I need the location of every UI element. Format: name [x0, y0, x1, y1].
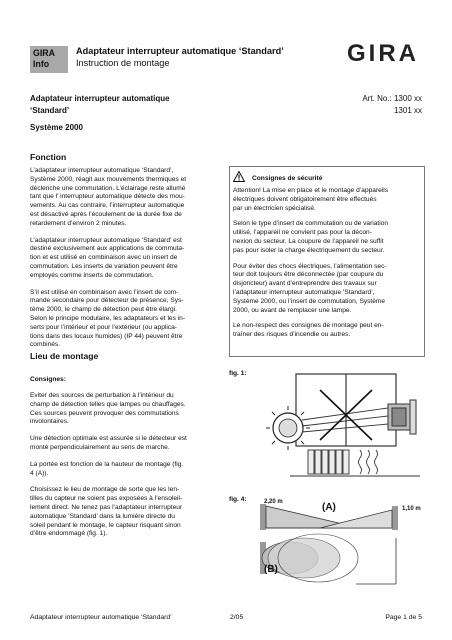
safety-paragraph-1: Attention! La mise en place et le montage d’appareils électriques doivent obligatoirement être effectués par un électricien spécialisé.	[233, 187, 389, 212]
document-header-subtitle: Instruction de montage	[76, 58, 170, 68]
fonction-paragraph-2: L’adaptateur interrupteur automatique ‘Standard’ est destiné exclusivement aux applications de commuta- tion et est utilisé en combinaison avec un insert de commutation. Les inserts de variation peuvent être employés comme inserts de commutation.	[30, 236, 185, 279]
logo-text: GIRA	[347, 40, 419, 64]
fonction-paragraph-3: S’il est utilisé en combinaison avec l’insert de com- mande secondaire pour détecteur de présence, Sys- tème 2000, le champ de détection peut être élargi. Selon le principe modulaire, les adaptateurs et les in- serts pour l’intérieur et pour l’extérieur (ou applica- tions dans des locaux humides) (IP 44) peuvent être combinés.	[30, 288, 186, 349]
lieu-paragraph-3: La portée est fonction de la hauteur de montage (fig. 4 (A)).	[30, 460, 184, 477]
section-heading-fonction: Fonction	[30, 152, 67, 162]
artno-line-1: Art. No.: 1300 xx	[362, 94, 422, 103]
lieu-paragraph-2: Une détection optimale est assurée si le détecteur est monté perpendiculairement au sens de marche.	[30, 435, 187, 451]
fig-1-label: fig. 1:	[229, 370, 247, 377]
safety-paragraph-2: Selon le type d’insert de commutation ou de variation utilisé, l’appareil ne convient pas pour la décon- nexion du secteur. La coupure de l’appareil ne suffit pas pour isoler la charge électriquement du secteur.	[233, 220, 389, 254]
safety-header	[233, 171, 420, 187]
fig-4-illustration	[260, 498, 426, 590]
safety-paragraph-3: Pour éviter des chocs électriques, l’alimentation sec- teur doit toujours être déconnectée (par coupure du disjoncteur) avant d’entreprendre des travaux sur l’adaptateur interrupteur automatique ‘Standard’, Système 2000, ou l’insert de commutation, Système 2000, ou avant de remplacer une lampe.	[233, 262, 387, 314]
fig-4-label: fig. 4:	[229, 496, 247, 503]
footer-document-name: Adaptateur interrupteur automatique ‘Standard’	[30, 614, 172, 621]
gira-info-badge	[30, 46, 68, 73]
fig-4-height-label-2: 1,10 m	[402, 506, 421, 512]
safety-title: Consignes de sécurité	[252, 175, 323, 182]
badge-line-2: Info	[33, 58, 50, 69]
artno-line-2: 1301 xx	[393, 106, 422, 116]
wall-sensor	[388, 400, 416, 434]
fonction-paragraph-1: L’adaptateur interrupteur automatique ‘Standard’, Système 2000, réagit aux mouvements thermiques et déclenche une commutation. L’éclairage reste allumé tant que l’ interrupteur automatique détecte des mou- vements. Au cas contraire, l’interrupteur automatique est désactivé après l’écoulement de la durée fixe de retardement d’environ 2 minutes.	[30, 167, 187, 227]
badge-line-1: GIRA	[33, 48, 55, 58]
consignes-label: Consignes:	[30, 376, 66, 383]
product-name-line-1: Adaptateur interrupteur automatique	[30, 94, 170, 103]
document-header-title: Adaptateur interrupteur automatique ‘Standard’	[76, 46, 284, 56]
safety-paragraph-4: Le non-respect des consignes de montage peut en- traîner des risques d’incendie ou autres.	[233, 322, 384, 339]
lieu-text	[30, 392, 226, 539]
article-number	[362, 93, 422, 118]
fig-4-label-b: (B)	[264, 564, 278, 575]
fig-4-label-a: (A)	[322, 502, 336, 513]
lieu-paragraph-1: Eviter des sources de perturbation à l’intérieur du champ de détection telles que lampes ou chauffages. Ces sources peuvent provoquer des commutations involontaires.	[30, 392, 186, 426]
gira-logo	[342, 40, 424, 64]
sun-icon	[266, 406, 310, 450]
footer-page-number: Page 1 de 5	[385, 614, 422, 621]
warning-triangle-icon	[233, 171, 245, 182]
product-system: Système 2000	[30, 122, 83, 132]
product-name-line-2: ‘Standard’	[30, 106, 70, 116]
section-heading-lieu-de-montage: Lieu de montage	[30, 351, 99, 361]
fig-4-height-label-1: 2,20 m	[264, 499, 283, 505]
fonction-text	[30, 167, 226, 350]
footer-date: 2/05	[230, 614, 244, 621]
safety-notice-box	[229, 166, 425, 357]
fig-1-illustration	[260, 370, 426, 486]
product-title	[30, 93, 170, 134]
lieu-paragraph-4: Choisissez le lieu de montage de sorte que les len- tilles du capteur ne soient pas exposées à l’ensoleil- lement direct. Ne tenez pas l’adaptateur interrupteur automatique ‘Standard’ dans la lumière directe du soleil pendant le montage, le capteur risquant sinon d’être endommagé (fig. 1).	[30, 486, 183, 538]
